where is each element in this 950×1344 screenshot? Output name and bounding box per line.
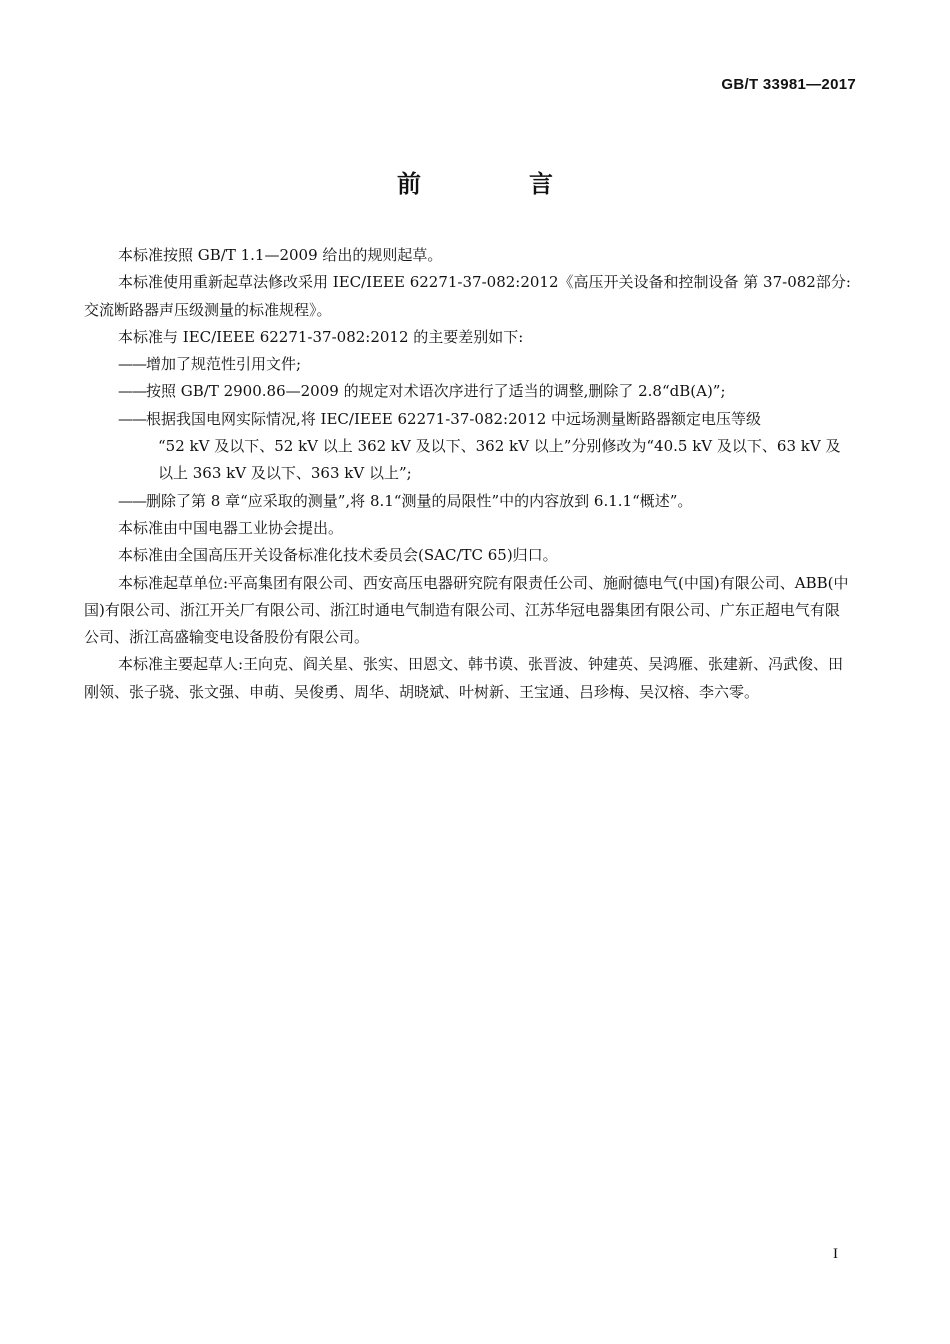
list-item bbox=[84, 488, 852, 515]
dash-mark: —— bbox=[118, 355, 146, 374]
dash-mark: —— bbox=[118, 382, 146, 401]
list-item-text: 删除了第 8 章“应采取的测量”,将 8.1“测量的局限性”中的内容放到 6.1.1“概述”。 bbox=[146, 491, 693, 510]
paragraph-drafting-units: 本标准起草单位:平高集团有限公司、西安高压电器研究院有限责任公司、施耐德电气(中国)有限公司、ABB(中国)有限公司、浙江开关厂有限公司、浙江时通电气制造有限公司、江苏华冠电器集团有限公司、广东正超电气有限公司、浙江高盛输变电设备股份有限公司。 bbox=[84, 573, 849, 647]
paragraph-proposer: 本标准由中国电器工业协会提出。 bbox=[118, 518, 344, 537]
list-item bbox=[84, 406, 852, 488]
list-item bbox=[84, 351, 852, 378]
paragraph-adoption: 本标准使用重新起草法修改采用 IEC/IEEE 62271-37-082:2012《高压开关设备和控制设备 第 37-082部分:交流断路器声压级测量的标准规程》。 bbox=[84, 273, 851, 319]
dash-mark: —— bbox=[118, 491, 146, 510]
page-title: 前 言 bbox=[397, 170, 595, 198]
list-item-text: 根据我国电网实际情况,将 IEC/IEEE 62271-37-082:2012 中远场测量断路器额定电压等级 bbox=[146, 409, 762, 428]
page-number: I bbox=[833, 1246, 838, 1262]
foreword-body bbox=[84, 242, 852, 706]
paragraph-differences-intro: 本标准与 IEC/IEEE 62271-37-082:2012 的主要差别如下: bbox=[118, 327, 524, 346]
list-item bbox=[84, 378, 852, 405]
paragraph-committee: 本标准由全国高压开关设备标准化技术委员会(SAC/TC 65)归口。 bbox=[118, 546, 558, 565]
list-item-text: 增加了规范性引用文件; bbox=[146, 355, 302, 374]
standard-code: GB/T 33981—2017 bbox=[721, 76, 856, 93]
list-item-continuation: “52 kV 及以下、52 kV 以上 362 kV 及以下、362 kV 以上”分别修改为“40.5 kV 及以下、63 kV 及以上 363 kV 及以下、363 kV 以上”; bbox=[158, 437, 841, 483]
paragraph-drafting-rules: 本标准按照 GB/T 1.1—2009 给出的规则起草。 bbox=[118, 246, 443, 264]
list-item-text: 按照 GB/T 2900.86—2009 的规定对术语次序进行了适当的调整,删除了 2.8“dB(A)”; bbox=[146, 382, 726, 401]
paragraph-drafters: 本标准主要起草人:王向克、阎关星、张实、田恩文、韩书谟、张晋波、钟建英、吴鸿雁、张建新、冯武俊、田刚领、张子骁、张文强、申萌、吴俊勇、周华、胡晓斌、叶树新、王宝通、吕珍梅、吴汉榕、李六零。 bbox=[84, 655, 844, 701]
dash-mark: —— bbox=[118, 409, 146, 428]
